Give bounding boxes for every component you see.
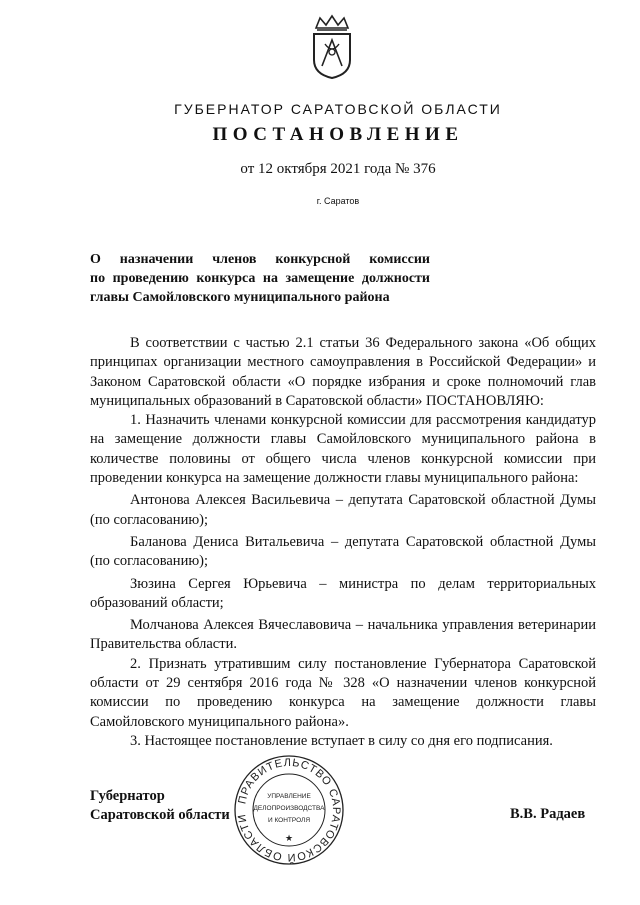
- item-3-paragraph: 3. Настоящее постановление вступает в силу со дня его подписания.: [130, 732, 553, 749]
- item-1-paragraph: 1. Назначить членами конкурсной комиссии для рассмотрения кандидатур на замещение должности главы Самойловского муниципального района в количестве половины от общего числа членов конкурсной комиссии при проведении конкурса на замещение должности главы муниципального района:: [90, 412, 596, 487]
- member-entry: Зюзина Сергея Юрьевича – министра по делам территориальных образований области;: [90, 575, 596, 611]
- subject-line: главы Самойловского муниципального района: [90, 290, 390, 305]
- document-city: г. Саратов: [316, 196, 360, 206]
- stamp-inner-line: ДЕЛОПРОИЗВОДСТВА: [253, 805, 325, 812]
- issuing-authority: ГУБЕРНАТОР САРАТОВСКОЙ ОБЛАСТИ: [174, 101, 502, 117]
- document-body: [90, 334, 596, 751]
- member-entry: Баланова Дениса Витальевича – депутата Саратовской областной Думы (по согласованию);: [90, 533, 596, 570]
- coat-of-arms-icon: [310, 14, 354, 80]
- signatory-title-line: Губернатор: [90, 788, 165, 804]
- stamp-inner-line: УПРАВЛЕНИЕ: [267, 793, 311, 800]
- member-entry: Антонова Алексея Васильевича – депутата Саратовской областной Думы (по согласованию);: [90, 492, 596, 528]
- stamp-star-icon: ★: [284, 833, 294, 843]
- subject-line: О назначении членов конкурсной комиссии: [90, 252, 430, 267]
- subject-line: по проведению конкурса на замещение должности: [90, 271, 430, 286]
- signatory-name: В.В. Радаев: [510, 806, 586, 822]
- preamble-paragraph: В соответствии с частью 2.1 статьи 36 Федерального закона «Об общих принципах организации местного самоуправления в Российской Федерации» и Законом Саратовской области «О порядке избрания и сроке полномочий глав муниципальных образований в Саратовской области» ПОСТАНОВЛЯЮ:: [90, 335, 596, 409]
- stamp-inner-line: И КОНТРОЛЯ: [267, 817, 311, 824]
- official-seal-stamp: [232, 753, 346, 867]
- signatory-title-line: Саратовской области: [90, 807, 230, 823]
- item-2-paragraph: 2. Признать утратившим силу постановление Губернатора Саратовской области от 29 сентября 2016 года № 328 «О назначении членов конкурсной комиссии по проведению конкурса на замещение должности главы Самойловского муниципального района».: [90, 655, 596, 730]
- document-date-number: от 12 октября 2021 года № 376: [240, 161, 436, 177]
- document-type-title: ПОСТАНОВЛЕНИЕ: [212, 124, 464, 145]
- document-subject: [90, 250, 430, 307]
- stamp-ring-text: ПРАВИТЕЛЬСТВО САРАТОВСКОЙ ОБЛАСТИ: [236, 756, 343, 864]
- signatory-title: [90, 787, 230, 825]
- member-entry: Молчанова Алексея Вячеславовича – начальника управления ветеринарии Правительства области.: [90, 617, 596, 653]
